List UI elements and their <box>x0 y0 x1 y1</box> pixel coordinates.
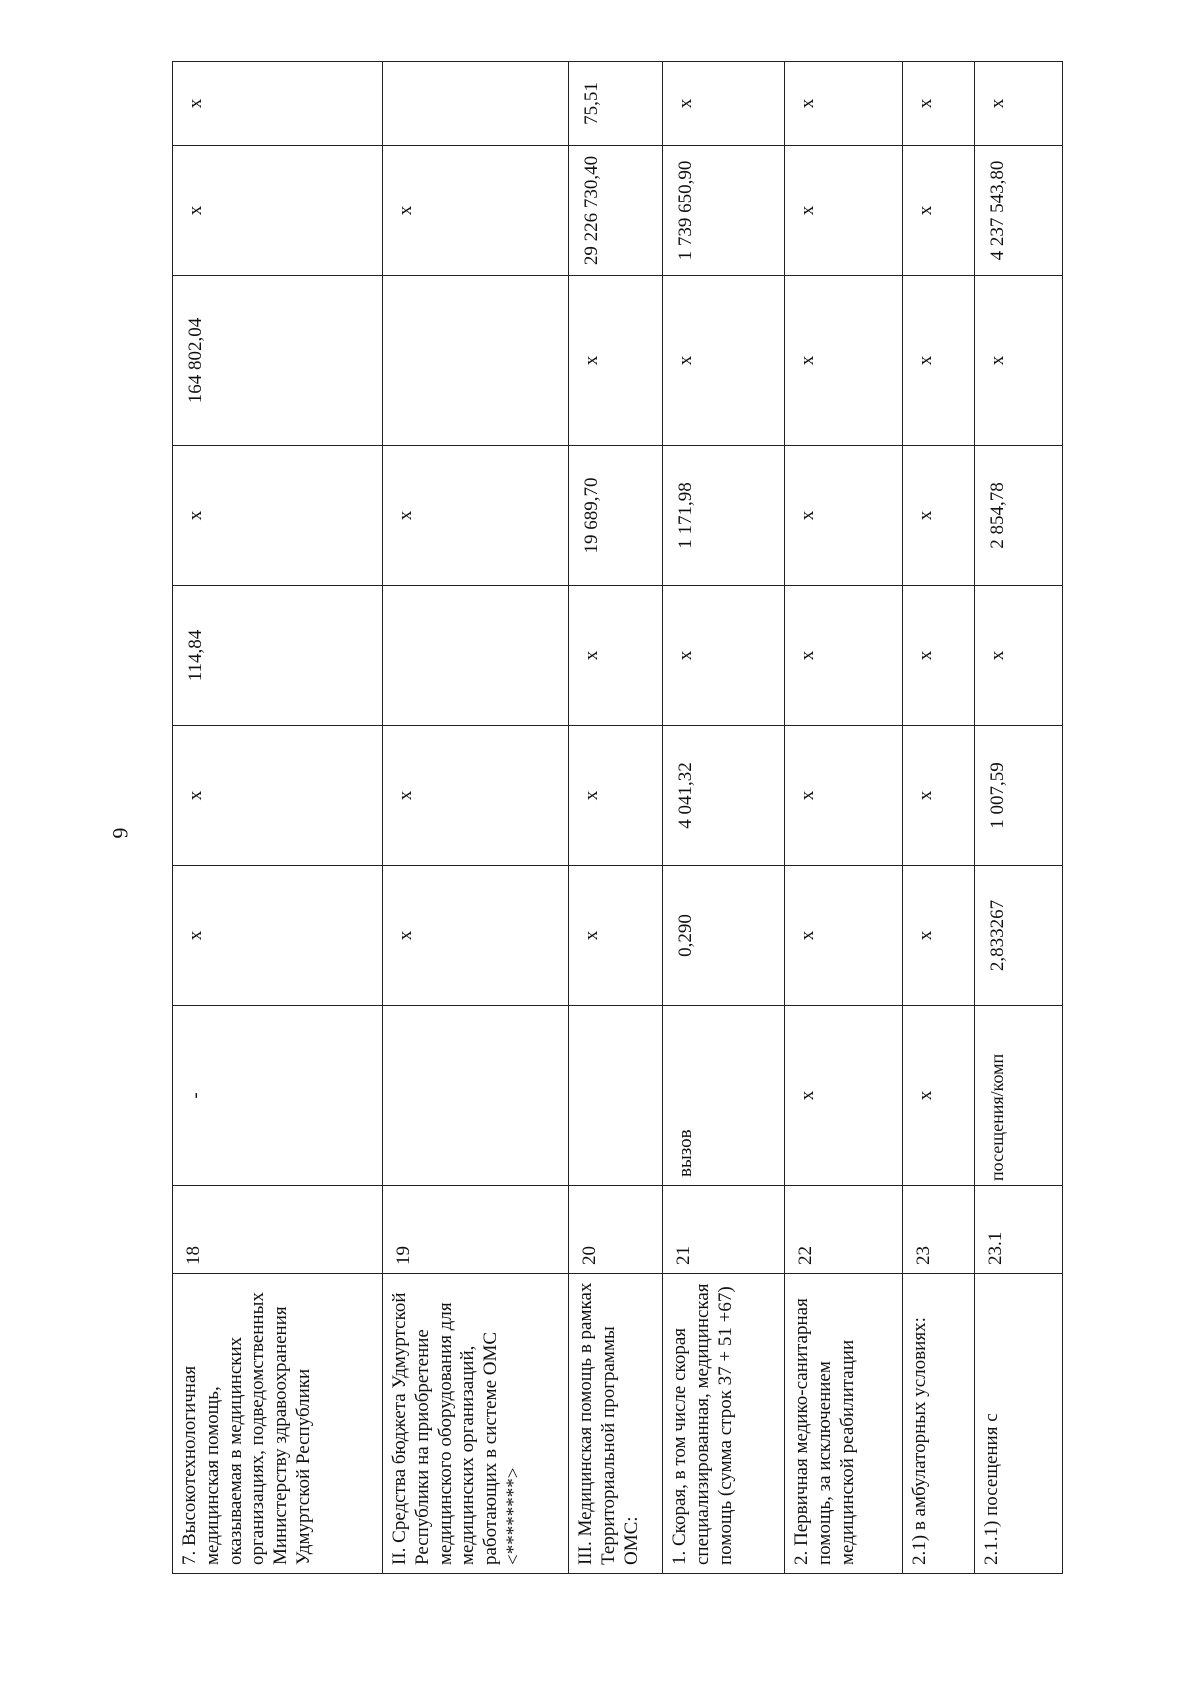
page-number: 6 <box>108 827 133 839</box>
value-cell: 19 689,70 <box>569 446 663 586</box>
table-row <box>173 62 383 1574</box>
rotated-table-container <box>172 62 1062 1574</box>
value-cell: x <box>903 146 975 276</box>
value-cell: x <box>903 446 975 586</box>
value-cell: x <box>383 146 569 276</box>
table-row <box>383 62 569 1574</box>
value-cell: x <box>975 586 1063 726</box>
value-cell: x <box>903 726 975 866</box>
value-cell: x <box>785 62 903 146</box>
row-name: 2.1) в амбулаторных условиях: <box>903 1274 975 1574</box>
unit-cell <box>569 1006 663 1186</box>
value-cell: x <box>383 446 569 586</box>
table-row <box>569 62 663 1574</box>
value-cell <box>383 586 569 726</box>
unit-cell: x <box>903 1006 975 1186</box>
table-row <box>785 62 903 1574</box>
table-row <box>975 62 1063 1574</box>
value-cell: 164 802,04 <box>173 276 383 446</box>
value-cell: x <box>785 276 903 446</box>
value-cell: x <box>569 586 663 726</box>
value-cell: x <box>569 276 663 446</box>
value-cell <box>383 62 569 146</box>
value-cell: 4 041,32 <box>663 726 785 866</box>
row-number: 23 <box>903 1186 975 1274</box>
value-cell: 114,84 <box>173 586 383 726</box>
value-cell: x <box>785 446 903 586</box>
value-cell: 1 007,59 <box>975 726 1063 866</box>
value-cell: x <box>173 62 383 146</box>
table-row <box>663 62 785 1574</box>
row-name: II. Средства бюджета Удмуртской Республики на приобретение медицинского оборудования для медицинских организаций, работающих в системе ОМС <********> <box>383 1274 569 1574</box>
value-cell: 29 226 730,40 <box>569 146 663 276</box>
value-cell: x <box>785 586 903 726</box>
row-number: 20 <box>569 1186 663 1274</box>
row-number: 21 <box>663 1186 785 1274</box>
value-cell: x <box>173 866 383 1006</box>
value-cell: x <box>903 586 975 726</box>
row-name: 7. Высокотехнологичная медицинская помощь, оказываемая в медицинских организациях, подведомственных Министерству здравоохранения Удмуртской Республики <box>173 1274 383 1574</box>
row-number: 22 <box>785 1186 903 1274</box>
value-cell: x <box>383 726 569 866</box>
table-row <box>903 62 975 1574</box>
value-cell: x <box>975 62 1063 146</box>
row-number: 18 <box>173 1186 383 1274</box>
value-cell: x <box>569 866 663 1006</box>
value-cell: 75,51 <box>569 62 663 146</box>
value-cell: x <box>569 726 663 866</box>
value-cell: x <box>903 866 975 1006</box>
row-name: 1. Скорая, в том числе скорая специализированная, медицинская помощь (сумма строк 37 + 51 +67) <box>663 1274 785 1574</box>
value-cell <box>383 276 569 446</box>
value-cell: x <box>975 276 1063 446</box>
unit-cell: x <box>785 1006 903 1186</box>
value-cell: 2 854,78 <box>975 446 1063 586</box>
value-cell: 0,290 <box>663 866 785 1006</box>
row-number: 19 <box>383 1186 569 1274</box>
row-name: 2. Первичная медико-санитарная помощь, за исключением медицинской реабилитации <box>785 1274 903 1574</box>
value-cell: 1 171,98 <box>663 446 785 586</box>
budget-table <box>172 61 1063 1574</box>
value-cell: x <box>785 146 903 276</box>
unit-cell: - <box>173 1006 383 1186</box>
row-name: III. Медицинская помощь в рамках Территориальной программы ОМС: <box>569 1274 663 1574</box>
value-cell: x <box>785 866 903 1006</box>
unit-cell <box>383 1006 569 1186</box>
value-cell: x <box>663 62 785 146</box>
unit-cell: вызов <box>663 1006 785 1186</box>
value-cell: x <box>173 446 383 586</box>
row-number: 23.1 <box>975 1186 1063 1274</box>
value-cell: 1 739 650,90 <box>663 146 785 276</box>
unit-cell: посещения/комп <box>975 1006 1063 1186</box>
value-cell: x <box>663 276 785 446</box>
value-cell: x <box>903 62 975 146</box>
value-cell: x <box>663 586 785 726</box>
value-cell: 4 237 543,80 <box>975 146 1063 276</box>
value-cell: x <box>173 726 383 866</box>
row-name: 2.1.1) посещения с <box>975 1274 1063 1574</box>
value-cell: 2,833267 <box>975 866 1063 1006</box>
value-cell: x <box>383 866 569 1006</box>
value-cell: x <box>785 726 903 866</box>
value-cell: x <box>173 146 383 276</box>
value-cell: x <box>903 276 975 446</box>
